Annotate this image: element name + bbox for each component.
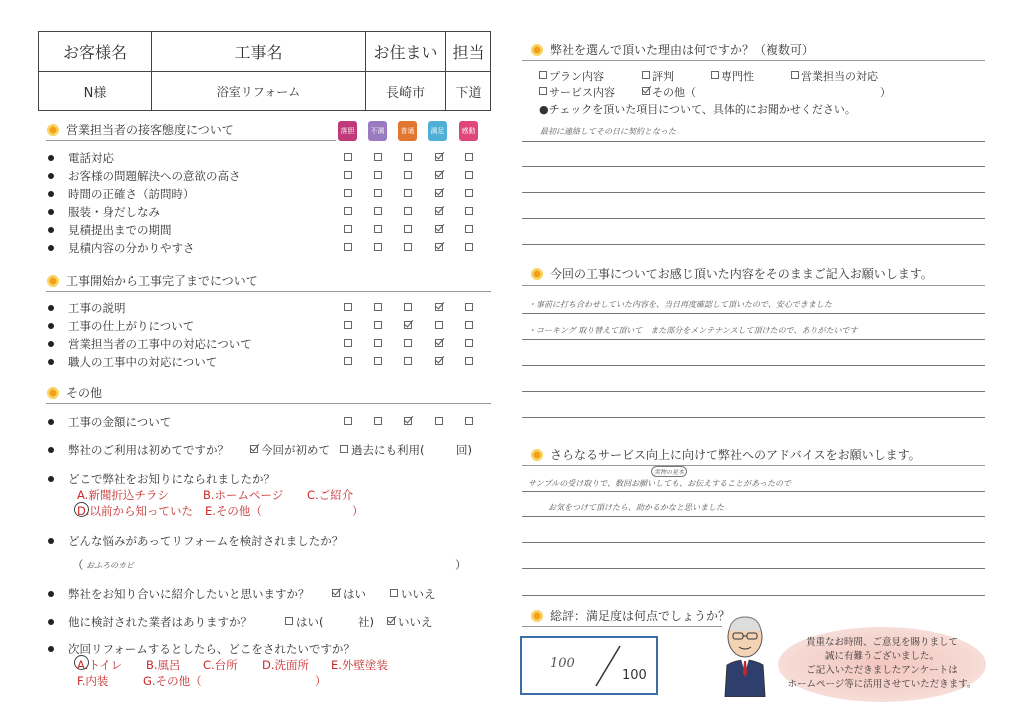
where-option-e[interactable]: E.その他（ [205,504,262,518]
where-option-a[interactable]: A.新聞折込チラシ [77,488,169,502]
rating-badge-fuman: 不満 [368,121,387,141]
sec2-item-label: 営業担当者の工事中の対応について [68,337,252,351]
reason-sales-checkbox[interactable] [791,71,799,79]
worry-answer: おふろのカビ [86,561,134,570]
bullet [48,191,54,197]
sec1-item-label: 電話対応 [68,151,114,165]
sec1-rating-checkbox[interactable] [374,153,382,161]
sec2-rating-checkbox[interactable] [465,357,473,365]
sec1-rating-checkbox[interactable] [435,207,443,215]
sec1-rating-checkbox[interactable] [374,225,382,233]
sec1-rating-checkbox[interactable] [374,189,382,197]
divider [46,403,491,404]
sec2-rating-checkbox[interactable] [374,321,382,329]
flower-icon [530,609,544,623]
flower-icon [46,274,60,288]
sec1-rating-checkbox[interactable] [344,189,352,197]
where-option-c[interactable]: C.ご紹介 [307,488,354,502]
sec2-item-label: 工事の仕上がりについて [68,319,195,333]
sec2-rating-checkbox[interactable] [404,321,412,329]
sec2-item [48,336,252,352]
sec1-item-label: 時間の正確さ（訪問時） [68,187,195,201]
sec1-rating-checkbox[interactable] [344,225,352,233]
section-sales-attitude [46,121,234,138]
next-option-d[interactable]: D.洗面所 [262,658,310,672]
reason-note: ●チェックを頂いた項目について、具体的にお聞かせください。 [539,103,856,116]
next-option-g[interactable]: G.その他（ [143,674,202,688]
bullet [48,447,54,453]
sec2-rating-checkbox[interactable] [435,339,443,347]
other-no-label: いいえ [398,615,433,629]
sec1-rating-checkbox[interactable] [465,243,473,251]
intro-yes-label: はい [343,587,366,601]
ruled-line [522,516,985,517]
bullet [48,305,54,311]
sec1-rating-checkbox[interactable] [465,225,473,233]
bullet [48,173,54,179]
sec1-rating-checkbox[interactable] [374,171,382,179]
value-staff: 下道 [455,86,482,101]
bullet [48,341,54,347]
divider [46,140,336,141]
bullet [48,591,54,597]
sec1-rating-checkbox[interactable] [404,207,412,215]
next-option-c[interactable]: C.台所 [203,658,238,672]
sec1-item-label: お客様の問題解決への意欲の高さ [68,169,241,183]
bullet [48,245,54,251]
sec2-rating-checkbox[interactable] [404,303,412,311]
staff-illustration-icon [719,611,771,697]
sec1-rating-checkbox[interactable] [435,171,443,179]
sec1-rating-checkbox[interactable] [404,243,412,251]
where-option-e-close: ） [352,504,364,518]
ruled-line [522,244,985,245]
rating-badge-kandou: 感動 [459,121,478,141]
sec2-item-label: 工事の説明 [68,301,126,315]
sec2-rating-checkbox[interactable] [435,303,443,311]
price-rating-checkbox[interactable] [344,417,352,425]
sec2-rating-checkbox[interactable] [374,357,382,365]
sec1-item-label: 見積内容の分かりやすさ [68,241,195,255]
sec1-rating-checkbox[interactable] [435,243,443,251]
next-option-f[interactable]: F.内装 [77,674,109,688]
ruled-line [522,365,985,366]
header-customer-name: お客様名 [39,32,152,72]
reason-reputation-label: 評判 [652,70,674,83]
ruled-line [522,141,985,142]
divider [522,285,985,286]
bullet [48,619,54,625]
flower-icon [530,267,544,281]
sec1-item [48,150,114,166]
bullet [48,227,54,233]
section-title: 営業担当者の接客態度について [66,123,234,137]
sec1-item [48,168,241,184]
sec1-item [48,186,195,202]
value-customer-name: N様 [39,72,152,111]
ruled-line [522,391,985,392]
ruled-line [522,339,985,340]
worry-open-paren: （ [72,558,84,572]
ruled-line [522,417,985,418]
reason-sales-label: 営業担当の対応 [801,70,878,83]
ruled-line [522,313,985,314]
other-company-question: 他に検討された業者はありますか？ [48,614,252,630]
where-option-d[interactable]: D.以前から知っていた [77,504,194,518]
other-yes-label: はい( [296,615,324,629]
first-time-yes-label: 今回が初めて [261,443,330,457]
divider [522,60,985,61]
other-yes-checkbox[interactable] [285,617,293,625]
thanks-line-1: 貴重なお時間、ご意見を賜りまして [805,637,958,648]
reason-service-label: サービス内容 [549,86,615,99]
sec2-rating-checkbox[interactable] [404,357,412,365]
reason-plan-checkbox[interactable] [539,71,547,79]
ruled-line [522,542,985,543]
selected-circle [74,502,89,517]
sec1-rating-checkbox[interactable] [435,189,443,197]
sec2-item [48,300,126,316]
bullet [48,209,54,215]
thanks-line-3: ご記入いただきましたアンケートは [806,665,958,676]
reason-service-checkbox[interactable] [539,87,547,95]
sec2-rating-checkbox[interactable] [435,357,443,365]
worry-question: どんな悩みがあってリフォームを検討されましたか？ [48,533,343,549]
value-work-name: 浴室リフォーム [152,72,366,111]
first-time-no-label: 過去にも利用( [351,443,425,457]
ruled-line [522,491,985,492]
divider [522,626,722,627]
next-option-a[interactable]: A.トイレ [77,658,123,672]
next-reform-question: 次回リフォームするとしたら、どこをされたいですか？ [48,641,355,657]
score-max: 100 [622,668,647,683]
section-title: 工事開始から工事完了までについて [66,274,258,288]
sec2-rating-checkbox[interactable] [374,303,382,311]
customer-info-table [38,31,491,111]
sec1-item-label: 服装・身だしなみ [68,205,160,219]
sec1-item-label: 見積提出までの期間 [68,223,172,237]
sec1-item [48,222,172,238]
sec1-rating-checkbox[interactable] [344,207,352,215]
ruled-line [522,595,985,596]
sec1-rating-checkbox[interactable] [374,243,382,251]
rating-badge-futsu: 普通 [398,121,417,141]
section-construction [46,272,258,289]
header-staff: 担当 [446,32,491,72]
flower-icon [46,123,60,137]
score-box[interactable] [520,636,658,695]
ruled-line [522,166,985,167]
bullet [48,155,54,161]
sec1-rating-checkbox[interactable] [404,171,412,179]
section-advice: さらなるサービス向上に向けて弊社へのアドバイスをお願いします。 [530,446,921,463]
reason-other-close: ） [880,86,891,99]
sec2-rating-checkbox[interactable] [344,339,352,347]
other-sha-label: 社) [358,615,374,629]
intro-question: 弊社をお知り合いに紹介したいと思いますか？ [48,586,310,602]
next-option-g-close: ） [315,674,327,688]
sec1-rating-checkbox[interactable] [344,153,352,161]
sec1-rating-checkbox[interactable] [435,225,443,233]
bullet [48,646,54,652]
thanks-bubble [778,627,986,702]
sec2-item-label: 職人の工事中の対応について [68,355,218,369]
intro-no-checkbox[interactable] [390,589,398,597]
rating-badge-manzoku: 満足 [428,121,447,141]
sec1-rating-checkbox[interactable] [404,225,412,233]
reason-expertise-label: 専門性 [721,70,754,83]
reason-answer: 最初に連絡してその日に契約となった [540,127,676,136]
sec1-rating-checkbox[interactable] [344,243,352,251]
first-time-question: 弊社のご利用は初めてですか？ [48,442,229,458]
sec1-rating-checkbox[interactable] [404,153,412,161]
flower-icon [46,386,60,400]
price-rating-checkbox[interactable] [374,417,382,425]
ruled-line [522,192,985,193]
sec1-rating-checkbox[interactable] [465,189,473,197]
price-rating-checkbox[interactable] [435,417,443,425]
flower-icon [530,43,544,57]
rating-badge-rakutan: 落胆 [338,121,357,141]
sec2-rating-checkbox[interactable] [344,357,352,365]
first-time-no-checkbox[interactable] [340,445,348,453]
price-question: 工事の金額について [48,414,171,430]
section-title: その他 [66,386,103,400]
sec2-item [48,318,194,334]
bullet [48,323,54,329]
sec1-rating-checkbox[interactable] [344,171,352,179]
reason-reputation-checkbox[interactable] [642,71,650,79]
divider [522,465,985,466]
selected-circle [74,655,89,670]
sec1-rating-checkbox[interactable] [465,207,473,215]
advice-line-1: サンプルの受け取りで、数回お願いしても、お伝えすることがあったので [528,479,792,488]
first-time-times-label: 回) [456,443,472,457]
bullet [48,359,54,365]
where-option-b[interactable]: B.ホームページ [203,488,284,502]
intro-yes-checkbox[interactable] [332,589,340,597]
thanks-line-4: ホームページ等に活用させていただきます。 [787,679,977,690]
sec2-item [48,354,217,370]
ruled-line [522,218,985,219]
sec1-rating-checkbox[interactable] [374,207,382,215]
ruled-line [522,568,985,569]
sec2-rating-checkbox[interactable] [465,339,473,347]
first-time-yes-checkbox[interactable] [250,445,258,453]
bullet [48,476,54,482]
impression-line-2: ・コーキング 取り替えて頂いて また部分をメンテナンスして頂けたので、ありがたいです [528,326,858,335]
sec2-rating-checkbox[interactable] [435,321,443,329]
worry-close-paren: ） [455,558,467,572]
price-rating-checkbox[interactable] [404,417,412,425]
section-score: 総評：満足度は何点でしょうか？ [530,607,730,624]
section-impression: 今回の工事についてお感じ頂いた内容をそのままご記入お願いします。 [530,265,933,282]
sec1-item [48,240,195,256]
sec2-rating-checkbox[interactable] [465,303,473,311]
other-no-checkbox[interactable] [387,617,395,625]
sec2-rating-checkbox[interactable] [344,321,352,329]
value-residence: 長崎市 [366,72,446,111]
reason-other-checkbox[interactable] [642,87,650,95]
sec1-rating-checkbox[interactable] [404,189,412,197]
header-work-name: 工事名 [152,32,366,72]
where-question: どこで弊社をお知りになられましたか？ [48,471,275,487]
sec1-rating-checkbox[interactable] [465,171,473,179]
sec2-rating-checkbox[interactable] [404,339,412,347]
intro-no-label: いいえ [401,587,436,601]
advice-line-2: お気をつけて頂けたら、助かるかなと思いました [548,503,724,512]
impression-line-1: ・事前に打ち合わせしていた内容を、当日再度確認して頂いたので、安心できました [528,300,832,309]
section-reason: 弊社を選んで頂いた理由は何ですか？（複数可） [530,41,814,58]
advice-note: 実物の見本 [651,466,687,477]
bullet [48,538,54,544]
next-option-e[interactable]: E.外壁塗装 [331,658,388,672]
flower-icon [530,448,544,462]
score-value: 100 [550,656,575,671]
header-residence: お住まい [366,32,446,72]
reason-expertise-checkbox[interactable] [711,71,719,79]
price-rating-checkbox[interactable] [465,417,473,425]
sec1-rating-checkbox[interactable] [465,153,473,161]
reason-other-label: その他（ [652,86,696,99]
bullet [48,419,54,425]
sec2-rating-checkbox[interactable] [465,321,473,329]
sec2-rating-checkbox[interactable] [374,339,382,347]
sec1-rating-checkbox[interactable] [435,153,443,161]
divider [46,291,491,292]
sec2-rating-checkbox[interactable] [344,303,352,311]
thanks-line-2: 誠に有難うございました。 [824,651,939,662]
sec1-item [48,204,160,220]
reason-plan-label: プラン内容 [549,70,604,83]
slash-icon [592,644,622,688]
next-option-b[interactable]: B.風呂 [146,658,181,672]
section-other [46,384,102,401]
